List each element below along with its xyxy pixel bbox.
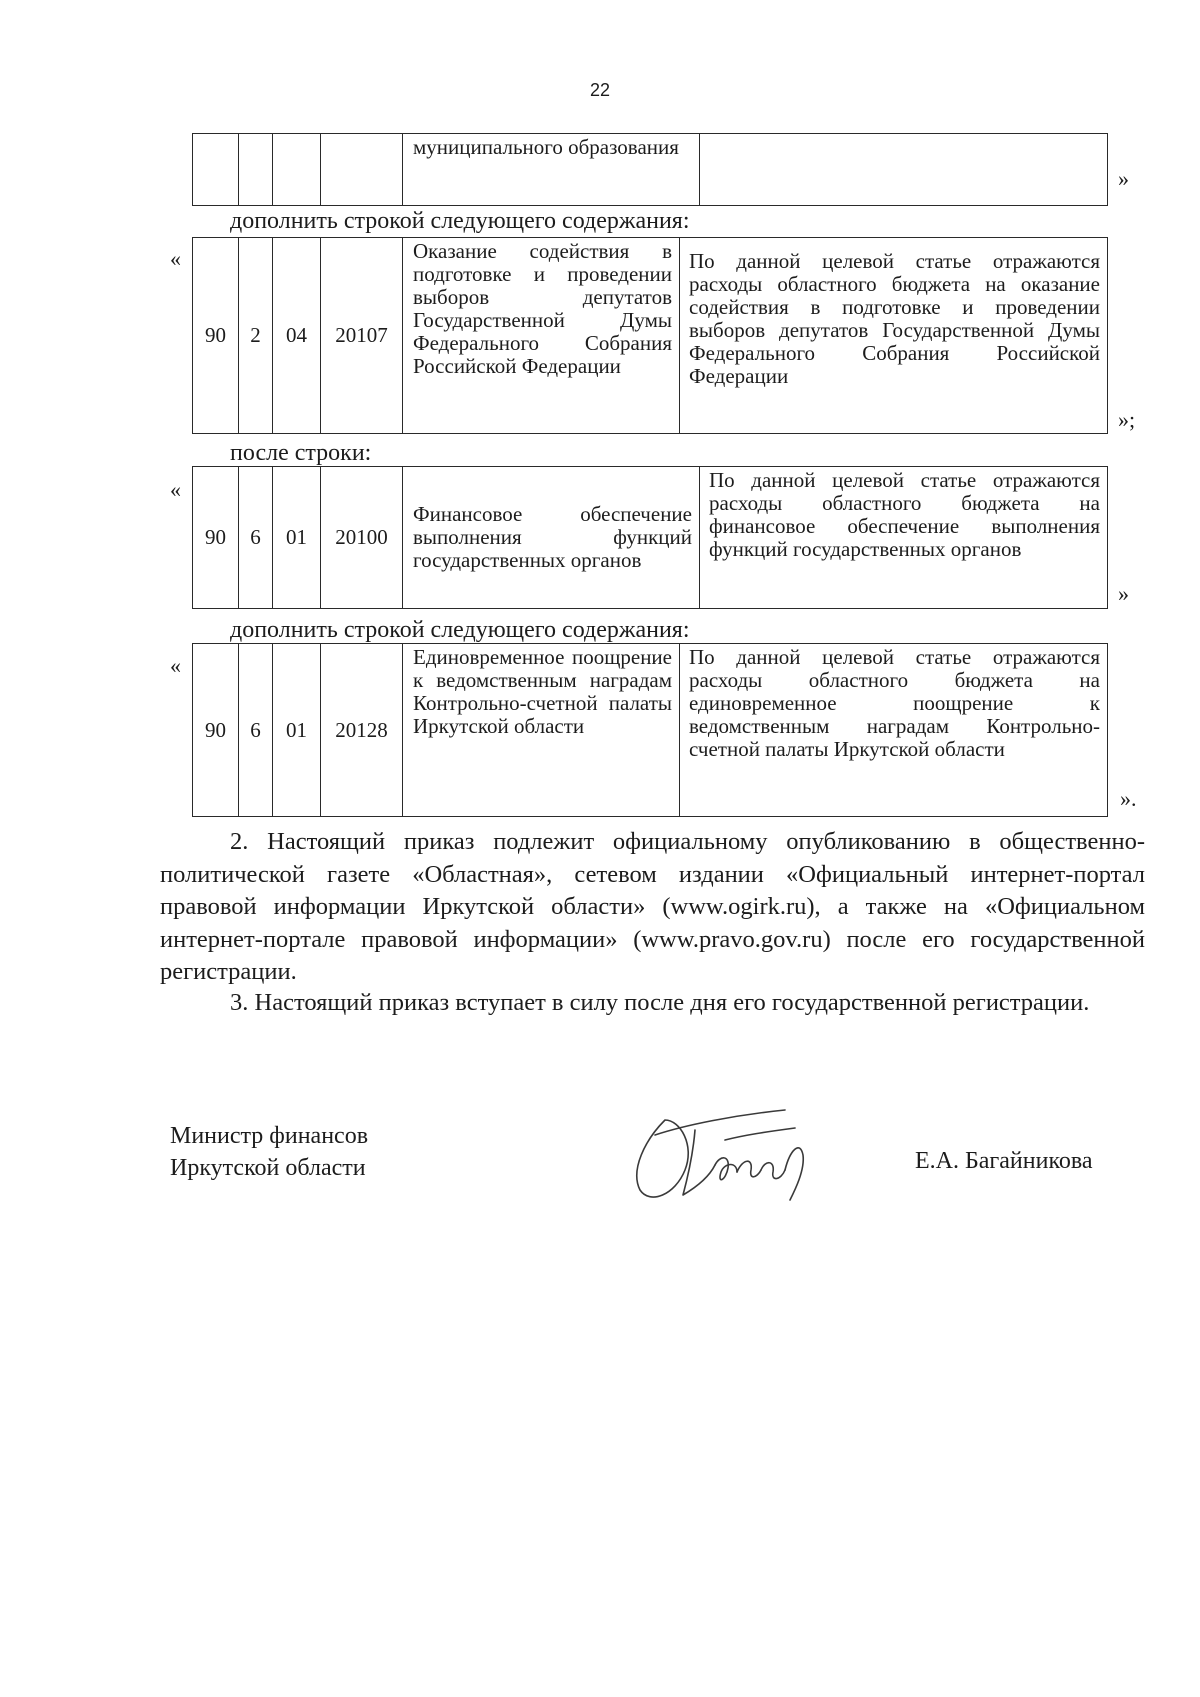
code-cell: 6 [239,644,273,817]
table-row-20107 [192,237,1108,434]
paragraph-effective-date: 3. Настоящий приказ вступает в силу после дня его государственной регистрации. [230,989,1090,1016]
close-quote: ». [1120,786,1137,811]
close-quote: »; [1118,407,1136,432]
cell-name: Единовременное поощрение к ведомственным наградам Контрольно-счетной палаты Иркутской области [403,644,680,817]
code-cell: 01 [273,467,321,609]
code-cell: 90 [193,644,239,817]
open-quote: « [170,246,181,271]
code-cell: 2 [239,238,273,434]
close-quote: » [1118,166,1129,191]
instruction-text: после строки: [230,440,372,466]
code-cell: 6 [239,467,273,609]
code-cell: 04 [273,238,321,434]
code-cell: 90 [193,467,239,609]
open-quote: « [170,653,181,678]
cell-empty [193,134,239,206]
cell-name: муниципального образования [403,134,700,206]
instruction-text: дополнить строкой следующего содержания: [230,617,690,643]
cell-description: По данной целевой статье отражаются расходы областного бюджета на единовременное поощрение к ведомственным наградам Контрольно-счетной палаты Иркутской области [680,644,1108,817]
cell-empty [700,134,1108,206]
cell-description: По данной целевой статье отражаются расходы областного бюджета на финансовое обеспечение выполнения функций государственных органов [700,467,1108,609]
table-row-20100 [192,466,1108,609]
cell-description: По данной целевой статье отражаются расходы областного бюджета на оказание содействия в подготовке и проведении выборов депутатов Государственной Думы Федерального Собрания Российской Федерации [680,238,1108,434]
code-cell: 20128 [321,644,403,817]
cell-empty [239,134,273,206]
cell-empty [273,134,321,206]
page-number: 22 [589,80,611,100]
table-continuation [192,133,1108,206]
signatory-title-line: Министр финансов [170,1123,369,1149]
code-cell: 20107 [321,238,403,434]
handwritten-signature [625,1100,845,1210]
table-row-20128 [192,643,1108,817]
close-quote: » [1118,581,1129,606]
signatory-name: Е.А. Багайникова [915,1148,1093,1174]
paragraph-publication: 2. Настоящий приказ подлежит официальному опубликованию в общественно-политической газете «Областная», сетевом издании «Официальный интернет-портал правовой информации Иркутской области» (www.ogirk.ru), а также на «Официальном интернет-портале правовой информации» (www.pravo.gov.ru) после его государственной регистрации. [160,828,1145,985]
code-cell: 90 [193,238,239,434]
signatory-title [170,1120,368,1184]
open-quote: « [170,477,181,502]
code-cell: 20100 [321,467,403,609]
instruction-text: дополнить строкой следующего содержания: [230,208,690,234]
cell-empty [321,134,403,206]
cell-name: Оказание содействия в подготовке и проведении выборов депутатов Государственной Думы Федерального Собрания Российской Федерации [403,238,680,434]
code-cell: 01 [273,644,321,817]
signatory-title-line: Иркутской области [170,1155,366,1181]
cell-name: Финансовое обеспечение выполнения функций государственных органов [403,467,700,609]
